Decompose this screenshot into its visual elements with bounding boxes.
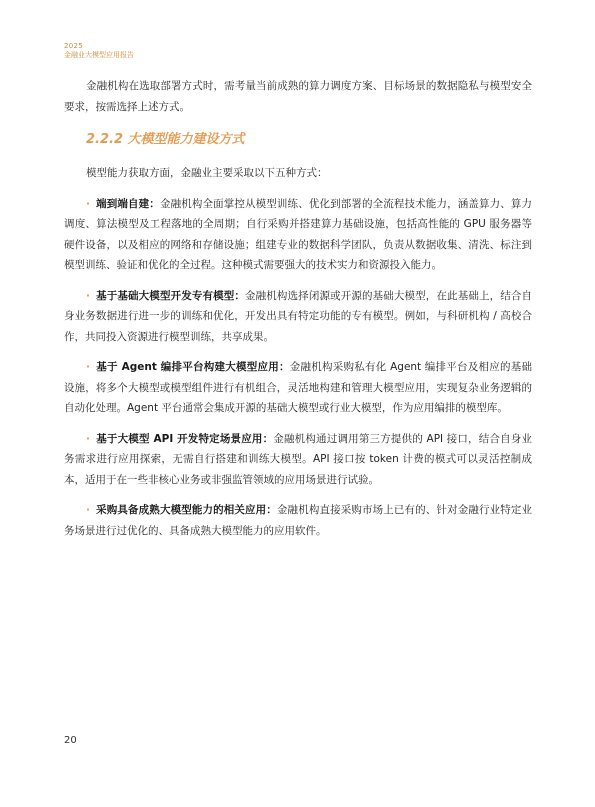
bullet-term: 基于大模型 API 开发特定场景应用：	[96, 432, 274, 445]
header-year: 2025	[64, 42, 84, 50]
bullet-text: 金融机构选择闭源或开源的基础大模型，在此基础上，结合自身业务数据进行进一步的训练和优化，开发出具有特定功能的专有模型。例如，与科研机构 / 高校合作，共同投入资源进行模型训练，共享成果。	[64, 289, 533, 343]
page-number: 20	[64, 735, 77, 746]
bullet-text: 金融机构直接采购市场上已有的、针对金融行业特定业务场景进行过优化的、具备成熟大模型能力的应用软件。	[64, 504, 533, 537]
bullet-term: 基于基础大模型开发专有模型：	[96, 289, 246, 302]
bullet-dot-icon: ·	[86, 197, 90, 210]
section-lead: 模型能力获取方面，金融业主要采取以下五种方式：	[86, 167, 328, 179]
bullet-dot-icon: ·	[86, 504, 90, 516]
intro-paragraph: 金融机构在选取部署方式时，需考量当前成熟的算力调度方案、目标场景的数据隐私与模型安全要求，按需选择上述方式。	[64, 80, 532, 113]
bullet-term: 基于 Agent 编排平台构建大模型应用：	[96, 361, 290, 373]
bullet-item	[64, 429, 532, 491]
bullet-dot-icon: ·	[86, 432, 90, 445]
bullet-item	[64, 500, 532, 541]
bullet-dot-icon: ·	[86, 361, 90, 373]
bullet-term: 端到端自建：	[96, 197, 160, 210]
main-content	[64, 76, 532, 551]
section-heading: 2.2.2 大模型能力建设方式	[86, 132, 245, 147]
bullet-text: 金融机构通过调用第三方提供的 API 接口，结合自身业务需求进行应用探索，无需自行搭建和训练大模型。API 接口按 token 计费的模式可以灵活控制成本，适用于在一些非核心业务或非强监管领域的应用场景进行试验。	[64, 432, 532, 486]
bullet-text: 金融机构全面掌控从模型训练、优化到部署的全流程技术能力，涵盖算力、算力调度、算法模型及工程落地的全周期；自行采购并搭建算力基础设施，包括高性能的 GPU 服务器等硬件设备，以及相应的网络和存储设施；组建专业的数据科学团队，负责从数据收集、清洗、标注到模型训练、验证和优化的全过程。这种模式需要强大的技术实力和资源投入能力。	[64, 197, 533, 271]
bullet-item	[64, 194, 532, 276]
bullet-item	[64, 286, 532, 348]
bullet-term: 采购具备成熟大模型能力的相关应用：	[96, 504, 277, 516]
bullet-item	[64, 357, 532, 419]
bullet-dot-icon: ·	[86, 289, 90, 302]
header-title: 金融业大模型应用报告	[64, 51, 134, 59]
page-header	[64, 42, 134, 60]
bullet-text: 金融机构采购私有化 Agent 编排平台及相应的基础设施，将多个大模型或模型组件进行有机组合，灵活地构建和管理大模型应用，实现复杂业务逻辑的自动化处理。Agent 平台通常会集成开源的基础大模型或行业大模型，作为应用编排的模型库。	[64, 361, 532, 414]
